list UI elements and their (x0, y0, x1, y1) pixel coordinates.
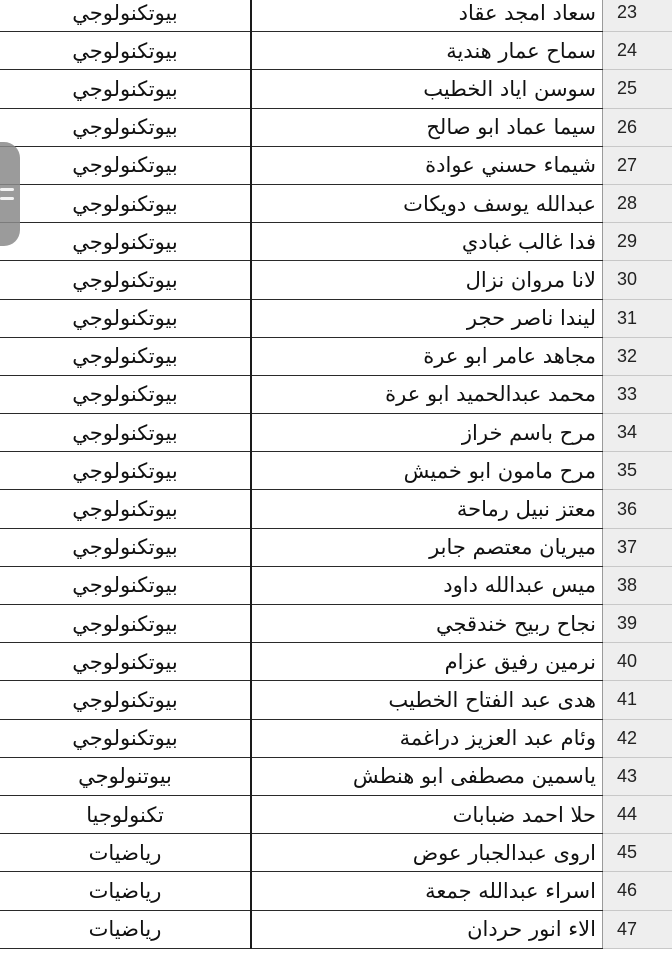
field-text: بيوتكنولوجي (72, 191, 178, 216)
name-text: مرح باسم خراز (461, 420, 596, 445)
table-row[interactable] (0, 490, 672, 528)
field-text: بيوتكنولوجي (72, 306, 178, 331)
name-text: ميس عبدالله داود (443, 573, 596, 598)
field-cell[interactable] (0, 910, 251, 948)
field-text: بيوتكنولوجي (72, 76, 178, 101)
name-text: سيما عماد ابو صالح (426, 115, 596, 140)
table-row[interactable] (0, 719, 672, 757)
field-cell[interactable] (0, 795, 251, 833)
name-text: ميريان معتصم جابر (429, 535, 596, 560)
field-cell[interactable] (0, 146, 251, 184)
field-text: بيوتكنولوجي (72, 115, 178, 140)
field-text: بيوتكنولوجي (72, 573, 178, 598)
field-text: بيوتكنولوجي (72, 687, 178, 712)
table-row[interactable] (0, 70, 672, 108)
field-cell[interactable] (0, 337, 251, 375)
sidebar-handle-icon[interactable] (0, 142, 20, 246)
row-number-cell[interactable]: 43 (603, 757, 672, 795)
name-cell[interactable] (251, 910, 603, 948)
table-row[interactable] (0, 184, 672, 222)
name-cell[interactable] (251, 146, 603, 184)
grip-line (0, 188, 14, 191)
name-cell[interactable] (251, 528, 603, 566)
row-number-cell[interactable]: 40 (603, 643, 672, 681)
table-row[interactable] (0, 261, 672, 299)
name-cell[interactable] (251, 70, 603, 108)
field-text: بيوتكنولوجي (72, 267, 178, 292)
table-row[interactable] (0, 0, 672, 32)
field-text: بيوتكنولوجي (72, 649, 178, 674)
name-cell[interactable] (251, 795, 603, 833)
table-row[interactable] (0, 375, 672, 413)
field-cell[interactable] (0, 299, 251, 337)
row-number-cell[interactable]: 44 (603, 795, 672, 833)
field-text: بيوتنولوجي (78, 764, 172, 789)
field-cell[interactable] (0, 566, 251, 604)
row-number-cell[interactable]: 46 (603, 872, 672, 910)
name-text: مرح مامون ابو خميش (403, 458, 596, 483)
row-number-cell[interactable]: 29 (603, 223, 672, 261)
row-number-cell[interactable]: 33 (603, 375, 672, 413)
name-text: هدى عبد الفتاح الخطيب (388, 687, 596, 712)
row-number-cell[interactable]: 26 (603, 108, 672, 146)
field-text: بيوتكنولوجي (72, 382, 178, 407)
row-number-cell[interactable]: 42 (603, 719, 672, 757)
name-cell[interactable] (251, 299, 603, 337)
table-row[interactable] (0, 605, 672, 643)
name-text: سعاد امجد عقاد (458, 0, 596, 25)
table-row[interactable] (0, 757, 672, 795)
field-cell[interactable] (0, 834, 251, 872)
name-cell[interactable] (251, 337, 603, 375)
name-cell[interactable] (251, 757, 603, 795)
table-row[interactable] (0, 528, 672, 566)
table-row[interactable] (0, 910, 672, 948)
field-text: بيوتكنولوجي (72, 497, 178, 522)
field-cell[interactable] (0, 261, 251, 299)
table-row[interactable] (0, 414, 672, 452)
row-number-cell[interactable]: 36 (603, 490, 672, 528)
name-text: مجاهد عامر ابو عرة (423, 344, 596, 369)
field-text: بيوتكنولوجي (72, 153, 178, 178)
field-text: بيوتكنولوجي (72, 611, 178, 636)
name-cell[interactable] (251, 108, 603, 146)
field-cell[interactable] (0, 643, 251, 681)
row-number-cell[interactable]: 24 (603, 32, 672, 70)
row-number-cell[interactable]: 41 (603, 681, 672, 719)
name-text: نجاح ربيح خندقجي (435, 611, 596, 636)
row-number-cell[interactable]: 47 (603, 910, 672, 948)
name-cell[interactable] (251, 32, 603, 70)
name-text: محمد عبدالحميد ابو عرة (385, 382, 596, 407)
field-cell[interactable] (0, 490, 251, 528)
field-text: بيوتكنولوجي (72, 344, 178, 369)
field-text: رياضيات (88, 878, 162, 903)
row-number-cell[interactable]: 27 (603, 146, 672, 184)
name-text: وئام عبد العزيز دراغمة (399, 726, 596, 751)
name-text: حلا احمد ضبابات (452, 802, 596, 827)
table-row[interactable] (0, 681, 672, 719)
name-text: ياسمين مصطفى ابو هنطش (352, 764, 596, 789)
field-text: تكنولوجيا (86, 802, 164, 827)
field-text: بيوتكنولوجي (72, 535, 178, 560)
row-number-cell[interactable]: 35 (603, 452, 672, 490)
field-text: بيوتكنولوجي (72, 420, 178, 445)
name-cell[interactable] (251, 681, 603, 719)
name-cell[interactable] (251, 223, 603, 261)
name-text: نرمين رفيق عزام (444, 649, 596, 674)
row-number-cell[interactable]: 31 (603, 299, 672, 337)
field-cell[interactable] (0, 0, 251, 32)
name-cell[interactable] (251, 375, 603, 413)
field-cell[interactable] (0, 184, 251, 222)
field-text: رياضيات (88, 917, 162, 942)
name-cell[interactable] (251, 834, 603, 872)
name-cell[interactable] (251, 452, 603, 490)
field-cell[interactable] (0, 872, 251, 910)
name-cell[interactable] (251, 261, 603, 299)
row-number-cell[interactable]: 37 (603, 528, 672, 566)
field-cell[interactable] (0, 757, 251, 795)
table-row[interactable] (0, 872, 672, 910)
table-row[interactable] (0, 146, 672, 184)
field-cell[interactable] (0, 32, 251, 70)
name-cell[interactable] (251, 605, 603, 643)
field-cell[interactable] (0, 605, 251, 643)
name-text: سوسن اياد الخطيب (423, 76, 596, 101)
name-cell[interactable] (251, 872, 603, 910)
field-text: بيوتكنولوجي (72, 229, 178, 254)
field-cell[interactable] (0, 681, 251, 719)
table-row[interactable] (0, 223, 672, 261)
name-text: شيماء حسني عوادة (425, 153, 596, 178)
name-text: ليندا ناصر حجر (466, 306, 596, 331)
name-cell[interactable] (251, 414, 603, 452)
table-row[interactable] (0, 299, 672, 337)
name-text: الاء انور حردان (467, 917, 596, 942)
field-cell[interactable] (0, 528, 251, 566)
table-row[interactable] (0, 795, 672, 833)
table-row[interactable] (0, 643, 672, 681)
name-text: عبدالله يوسف دويكات (403, 191, 596, 216)
row-number-cell[interactable]: 34 (603, 414, 672, 452)
table-row[interactable] (0, 337, 672, 375)
name-cell[interactable] (251, 184, 603, 222)
field-text: بيوتكنولوجي (72, 38, 178, 63)
name-cell[interactable] (251, 0, 603, 32)
field-cell[interactable] (0, 70, 251, 108)
field-text: بيوتكنولوجي (72, 0, 178, 25)
table-row[interactable] (0, 108, 672, 146)
row-number-cell[interactable]: 23 (603, 0, 672, 32)
field-cell[interactable] (0, 223, 251, 261)
name-cell[interactable] (251, 566, 603, 604)
name-text: اروى عبدالجبار عوض (412, 840, 596, 865)
field-text: بيوتكنولوجي (72, 458, 178, 483)
row-number-cell[interactable]: 25 (603, 70, 672, 108)
field-cell[interactable] (0, 108, 251, 146)
field-cell[interactable] (0, 414, 251, 452)
row-number-cell[interactable]: 45 (603, 834, 672, 872)
name-text: لانا مروان نزال (465, 267, 596, 292)
table-row[interactable] (0, 834, 672, 872)
field-cell[interactable] (0, 375, 251, 413)
table-row[interactable] (0, 566, 672, 604)
name-cell[interactable] (251, 490, 603, 528)
grip-line (0, 197, 14, 200)
name-text: سماح عمار هندية (446, 38, 596, 63)
name-cell[interactable] (251, 719, 603, 757)
row-number-cell[interactable]: 38 (603, 566, 672, 604)
row-number-cell[interactable]: 28 (603, 184, 672, 222)
field-text: رياضيات (88, 840, 162, 865)
field-cell[interactable] (0, 719, 251, 757)
field-cell[interactable] (0, 452, 251, 490)
name-text: اسراء عبدالله جمعة (425, 878, 596, 903)
row-number-cell[interactable]: 39 (603, 605, 672, 643)
name-text: فدا غالب غبادي (461, 229, 596, 254)
table-row[interactable] (0, 32, 672, 70)
name-text: معتز نبيل رماحة (456, 497, 596, 522)
row-number-cell[interactable]: 30 (603, 261, 672, 299)
table-row[interactable] (0, 452, 672, 490)
field-text: بيوتكنولوجي (72, 726, 178, 751)
row-number-cell[interactable]: 32 (603, 337, 672, 375)
name-cell[interactable] (251, 643, 603, 681)
